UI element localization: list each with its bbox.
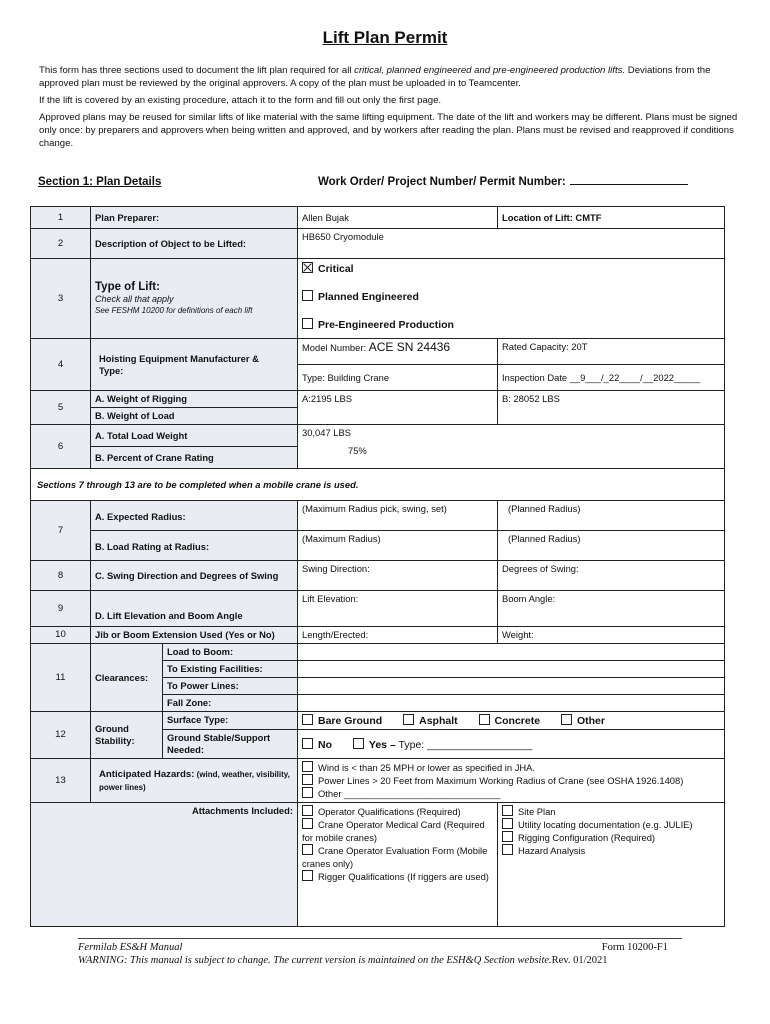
row-number: 12 [31,712,91,759]
ground-stable-options [298,730,725,759]
rated-capacity[interactable]: Rated Capacity: 20T [498,339,725,365]
plan-details-table [30,206,725,927]
checkbox-icon[interactable] [302,714,313,725]
power-lines-label: To Power Lines: [163,678,298,695]
model-number-cell[interactable]: Model Number: ACE SN 24436 [298,339,498,365]
percent-crane-rating-value[interactable]: 75% [348,445,367,456]
planned-radius-rating[interactable]: (Planned Radius) [498,531,725,561]
table-row [31,469,725,501]
location-of-lift[interactable]: Location of Lift: CMTF [498,207,725,229]
table-row [31,259,725,339]
table-row [31,644,725,661]
swing-direction-field[interactable]: Swing Direction: [298,561,498,591]
degrees-of-swing-field[interactable]: Degrees of Swing: [498,561,725,591]
weight-of-rigging-label: A. Weight of Rigging [91,391,298,408]
swing-direction-label: C. Swing Direction and Degrees of Swing [91,561,298,591]
check-all-note: Check all that apply [95,293,174,304]
load-rating-at-radius-label: B. Load Rating at Radius: [91,531,298,561]
attachments-label: Attachments Included: [31,803,298,927]
option-no[interactable]: No [302,739,332,751]
option-bare-ground[interactable]: Bare Ground [302,715,382,727]
row-number: 2 [31,229,91,259]
checkbox-icon[interactable] [302,290,313,301]
attach-medical-card[interactable]: Crane Operator Medical Card (Required for mobile cranes) [302,819,485,843]
attach-utility-locating[interactable]: Utility locating documentation (e.g. JULIE) [502,818,720,831]
load-weight-values [298,425,725,469]
plan-preparer-label: Plan Preparer: [91,207,298,229]
weight-of-rigging-value[interactable]: A:2195 LBS [298,391,498,425]
checkbox-icon[interactable] [302,761,313,772]
table-row [31,591,725,627]
hazard-wind[interactable]: Wind is < than 25 MPH or lower as specified in JHA. [302,761,720,774]
power-lines-field[interactable] [298,678,725,695]
existing-facilities-label: To Existing Facilities: [163,661,298,678]
jib-boom-extension-label: Jib or Boom Extension Used (Yes or No) [91,627,298,644]
intro-paragraph-3: Approved plans may be reused for similar lifts of like material with the same lifting equipment. The date of the lift and workers may be different. Plans must be signed only once: by preparers and approvers when being written and approved, and by workers after reading the plan. Plans must be revised and reapproved if conditions change. [39,112,738,149]
mobile-crane-note: Sections 7 through 13 are to be completed when a mobile crane is used. [31,469,725,501]
checkbox-icon[interactable] [302,774,313,785]
work-order-label: Work Order/ Project Number/ Permit Number: [318,176,688,188]
attach-rigging-configuration[interactable]: Rigging Configuration (Required) [502,831,720,844]
table-row [31,627,725,644]
checkbox-icon[interactable] [502,818,513,829]
boom-angle-field[interactable]: Boom Angle: [498,591,725,627]
table-row [31,425,725,447]
table-row [31,531,725,561]
hoisting-equipment-label: Hoisting Equipment Manufacturer & Type: [91,339,298,391]
fall-zone-field[interactable] [298,695,725,712]
object-description-value[interactable]: HB650 Cryomodule [298,229,725,259]
plan-preparer-value[interactable]: Allen Bujak [298,207,498,229]
max-radius[interactable]: (Maximum Radius) [298,531,498,561]
lift-elevation-label: D. Lift Elevation and Boom Angle [91,591,298,627]
row-number: 4 [31,339,91,391]
option-critical[interactable]: Critical [302,262,720,276]
row-number: 11 [31,644,91,712]
table-row [31,339,725,365]
weight-of-load-value[interactable]: B: 28052 LBS [498,391,725,425]
table-row [31,759,725,803]
load-to-boom-field[interactable] [298,644,725,661]
fall-zone-label: Fall Zone: [163,695,298,712]
yes-type-field[interactable]: Type: __________________ [398,738,533,751]
attach-site-plan[interactable]: Site Plan [502,805,720,818]
option-planned-engineered[interactable]: Planned Engineered [302,290,720,304]
row-number: 13 [31,759,91,803]
footer-warning: WARNING: This manual is subject to change. The current version is maintained on the ESH&Q Section website.Rev. 01/2021 [78,955,608,966]
table-row [31,712,725,730]
table-row [31,229,725,259]
checkbox-icon[interactable] [302,805,313,816]
page-title: Lift Plan Permit [322,28,448,47]
anticipated-hazards-label: Anticipated Hazards: (wind, weather, visibility, power lines) [91,759,298,803]
footer-form-number: Form 10200-F1 [601,942,668,953]
row-number: 3 [31,259,91,339]
load-to-boom-label: Load to Boom: [163,644,298,661]
table-row [31,391,725,408]
table-row [31,207,725,229]
option-other[interactable]: Other [561,715,605,727]
checkbox-icon[interactable] [302,738,313,749]
checkbox-icon[interactable] [302,318,313,329]
row-number: 6 [31,425,91,469]
row-number: 5 [31,391,91,425]
table-row [31,803,725,927]
checkbox-icon[interactable] [403,714,414,725]
checkbox-icon[interactable] [502,844,513,855]
checkbox-icon[interactable] [302,844,313,855]
hazard-other[interactable]: Other ______________________________ [302,787,720,800]
intro-text [39,64,739,154]
surface-type-label: Surface Type: [163,712,298,730]
attach-rigger-qualifications[interactable]: Rigger Qualifications (If riggers are used) [302,870,493,883]
hazard-power-lines[interactable]: Power Lines > 20 Feet from Maximum Working Radius of Crane (see OSHA 1926.1408) [302,774,720,787]
table-row [31,561,725,591]
attach-operator-qualifications[interactable]: Operator Qualifications (Required) [302,805,493,818]
feshm-note: See FESHM 10200 for definitions of each lift [95,305,253,315]
model-number-value: ACE SN 24436 [368,340,451,354]
lift-elevation-field[interactable]: Lift Elevation: [298,591,498,627]
ground-stability-label: Ground Stability: [91,712,163,759]
checkbox-icon[interactable] [502,831,513,842]
attach-evaluation-form[interactable]: Crane Operator Evaluation Form (Mobile cranes only) [302,845,488,869]
option-pre-engineered[interactable]: Pre-Engineered Production [302,318,720,332]
row-number: 9 [31,591,91,627]
footer-manual: Fermilab ES&H Manual [78,942,183,953]
row-number: 10 [31,627,91,644]
total-load-weight-value[interactable]: 30,047 LBS [302,427,351,438]
checkbox-icon[interactable] [302,870,313,881]
surface-type-options [298,712,725,730]
total-load-weight-label: A. Total Load Weight [91,425,298,447]
object-description-label: Description of Object to be Lifted: [91,229,298,259]
clearances-label: Clearances: [91,644,163,712]
weight-field[interactable]: Weight: [498,627,725,644]
row-number: 7 [31,501,91,561]
intro-paragraph-2: If the lift is covered by an existing procedure, attach it to the form and fill out only the first page. [39,95,442,106]
length-erected-field[interactable]: Length/Erected: [298,627,498,644]
existing-facilities-field[interactable] [298,661,725,678]
max-radius-pick-swing-set[interactable]: (Maximum Radius pick, swing, set) [298,501,498,531]
checkbox-icon[interactable] [502,805,513,816]
work-order-field[interactable] [570,184,688,185]
attach-hazard-analysis[interactable]: Hazard Analysis [502,844,720,857]
inspection-date[interactable]: Inspection Date __9___/_22____/__2022_____ [498,365,725,391]
checkbox-icon[interactable] [302,818,313,829]
section-1-title: Section 1: Plan Details [38,176,162,188]
option-concrete[interactable]: Concrete [479,715,541,727]
checkbox-icon[interactable] [561,714,572,725]
intro-paragraph-1: This form has three sections used to document the lift plan required for all critical, planned engineered and pre-engineered production lifts. Deviations from the approved plan must be reviewed by the original approvers. A copy of the plan must be uploaded in to Teamcenter. [39,65,711,89]
footer [78,938,682,967]
lift-type-options [298,259,725,339]
checkbox-icon[interactable] [302,787,313,798]
option-yes[interactable]: Yes – Type: __________________ [353,739,532,751]
row-number: 8 [31,561,91,591]
equipment-type[interactable]: Type: Building Crane [298,365,498,391]
type-of-lift-cell [91,259,298,339]
checkbox-icon[interactable] [479,714,490,725]
checkbox-icon[interactable] [353,738,364,749]
ground-stable-label: Ground Stable/Support Needed: [163,730,298,759]
checkbox-checked-icon[interactable] [302,262,313,273]
percent-crane-rating-label: B. Percent of Crane Rating [91,447,298,469]
type-of-lift-label: Type of Lift: [95,280,160,293]
attachments-left-list [298,803,498,927]
expected-radius-label: A. Expected Radius: [91,501,298,531]
planned-radius[interactable]: (Planned Radius) [498,501,725,531]
weight-of-load-label: B. Weight of Load [91,408,298,425]
hazard-options [298,759,725,803]
table-row [31,501,725,531]
option-asphalt[interactable]: Asphalt [403,715,458,727]
attachments-right-list [498,803,725,927]
row-number: 1 [31,207,91,229]
